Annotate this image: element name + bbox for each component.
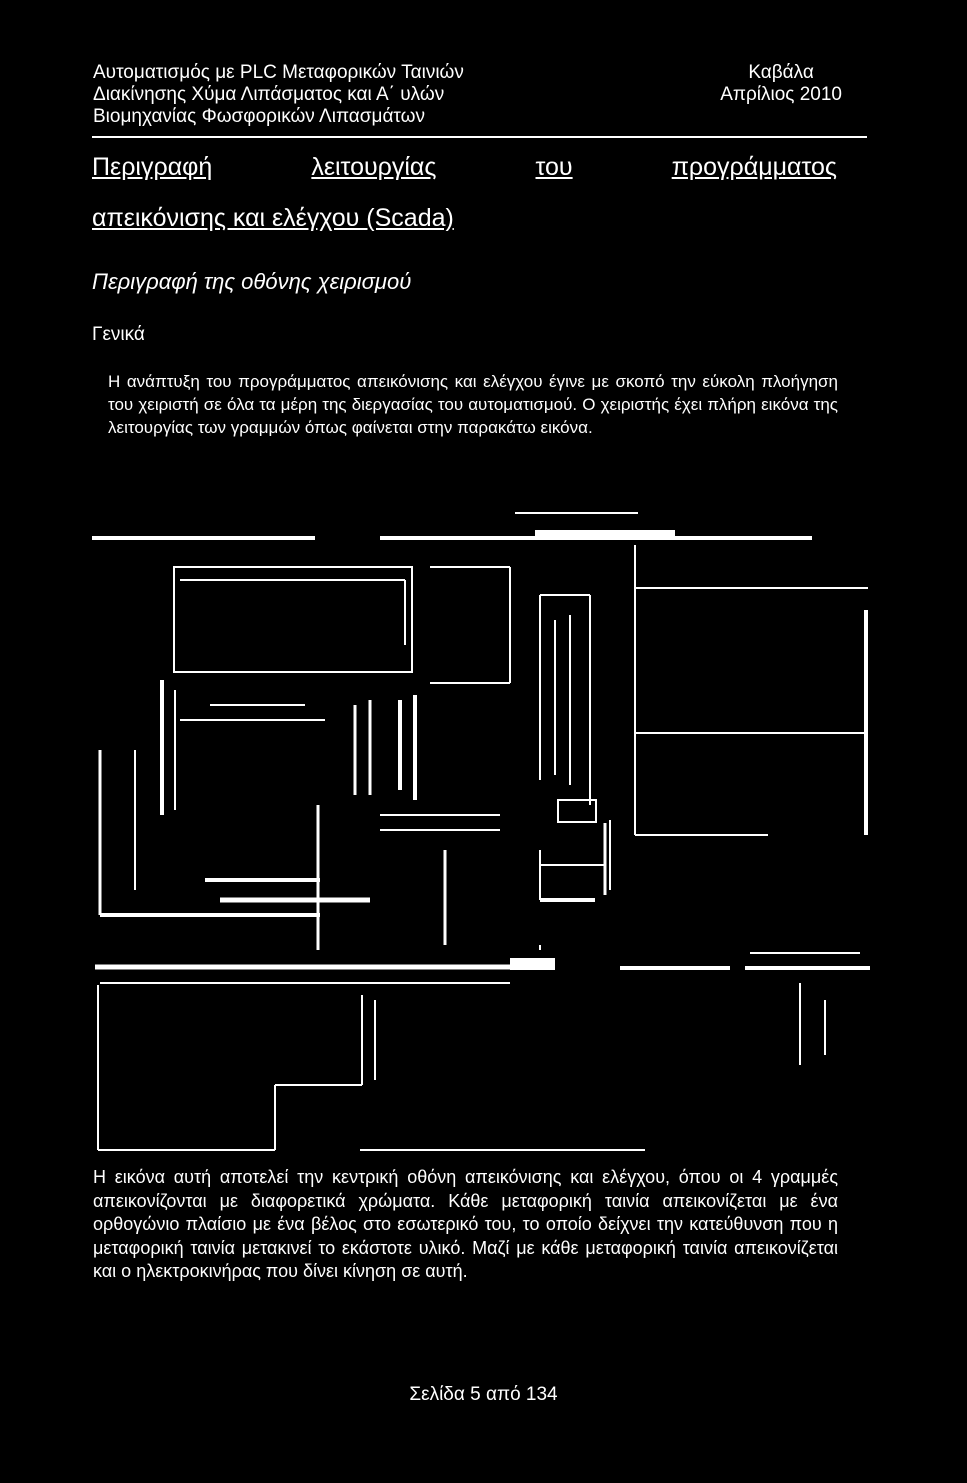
- paragraph-description: Η εικόνα αυτή αποτελεί την κεντρική οθόνη απεικόνισης και ελέγχου, όπου οι 4 γραμμές απεικονίζονται με διαφορετικά χρώματα. Κάθε μεταφορική ταινία απεικονίζεται με ένα ορθογώνιο πλαίσιο με ένα βέλος στο εσωτερικό του, το οποίο δείχνει την κατεύθυνση που η μεταφορική ταινία μετακινεί το εκάστοτε υλικό. Μαζί με κάθε μεταφορική ταινία απεικονίζεται και ο ηλεκτροκινήρας που δίνει κίνηση σε αυτή.: [93, 1167, 838, 1281]
- header-city: Καβάλα: [748, 62, 814, 83]
- title-word-1: Περιγραφή: [92, 153, 213, 181]
- scada-line-drawing: [92, 513, 870, 1150]
- section-heading: Γενικά: [92, 324, 145, 345]
- paragraph-intro: Η ανάπτυξη του προγράμματος απεικόνισης και ελέγχου έγινε με σκοπό την εύκολη πλοήγηση του χειριστή σε όλα τα μέρη της διεργασίας του αυτοματισμού. Ο χειριστής έχει πλήρη εικόνα της λειτουργίας των γραμμών όπως φαίνεται στην παρακάτω εικόνα.: [108, 372, 838, 437]
- header-line-2: Διακίνησης Χύμα Λιπάσματος και Α΄ υλών: [93, 84, 445, 105]
- page-footer: Σελίδα 5 από 134: [409, 1384, 558, 1405]
- header-rule: [92, 136, 867, 138]
- title-word-3: του: [535, 153, 573, 181]
- page-title-line-2: απεικόνισης και ελέγχου (Scada): [92, 204, 454, 232]
- subtitle: Περιγραφή της οθόνης χειρισμού: [92, 269, 412, 294]
- header-left: [93, 62, 464, 128]
- title-word-2: λειτουργίας: [311, 153, 437, 181]
- title-word-4: προγράμματος: [671, 153, 837, 181]
- scada-screen-image: [90, 505, 875, 1155]
- header-line-3: Βιομηχανίας Φωσφορικών Λιπασμάτων: [93, 106, 425, 127]
- page-title: [92, 152, 837, 182]
- header-date: Απρίλιος 2010: [720, 84, 842, 105]
- header-line-1: Αυτοματισμός με PLC Μεταφορικών Ταινιών: [93, 62, 464, 83]
- header-right: [720, 62, 842, 106]
